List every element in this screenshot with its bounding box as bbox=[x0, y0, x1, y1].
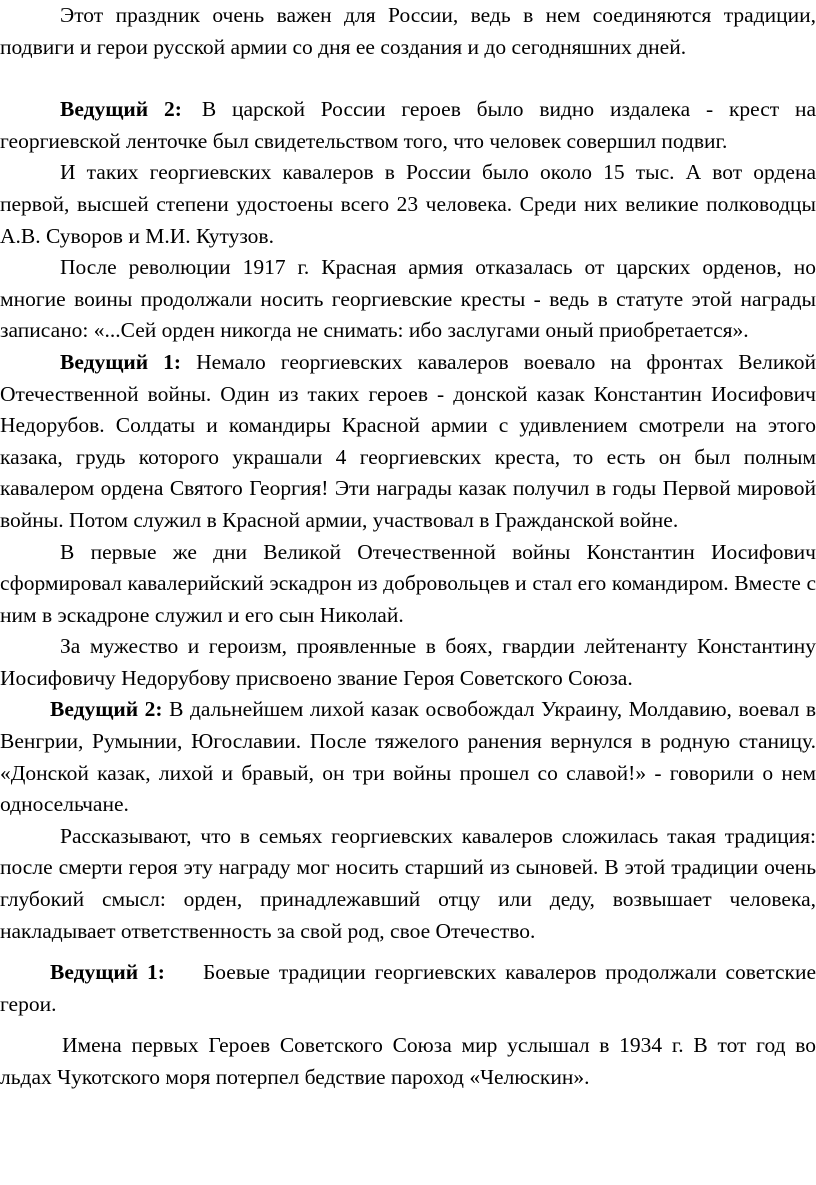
paragraph-host1-nedorubov bbox=[0, 347, 816, 537]
speaker-label: Ведущий 1: bbox=[50, 960, 165, 985]
paragraph-host2-tsarist bbox=[0, 94, 816, 157]
speaker-label: Ведущий 1: bbox=[60, 349, 182, 374]
paragraph-host1-traditions bbox=[0, 957, 816, 1020]
paragraph-chelyuskin: Имена первых Героев Советского Союза мир услышал в 1934 г. В тот год во льдах Чукотского моря потерпел бедствие пароход «Челюскин». bbox=[0, 1033, 816, 1089]
paragraph-cavaliers-count: И таких георгиевских кавалеров в России было около 15 тыс. А вот ордена первой, высшей степени удостоены всего 23 человека. Среди них великие полководцы А.В. Суворов и М.И. Кутузов. bbox=[0, 160, 816, 248]
paragraph-text: В дальнейшем лихой казак освобождал Украину, Молдавию, воевал в Венгрии, Румынии, Югославии. После тяжелого ранения вернулся в родную станицу. «Донской казак, лихой и бравый, он три войны прошел со славой!» - говорили о нем односельчане. bbox=[0, 697, 816, 817]
paragraph-text: В царской России героев было видно издалека - крест на георгиевской ленточке был свидетельством того, что человек совершил подвиг. bbox=[0, 97, 816, 153]
blank-line bbox=[0, 63, 816, 94]
paragraph-squadron: В первые же дни Великой Отечественной войны Константин Иосифович сформировал кавалерийский эскадрон из добровольцев и стал его командиром. Вместе с ним в эскадроне служил и его сын Николай. bbox=[0, 539, 816, 627]
spacer bbox=[0, 1020, 816, 1030]
paragraph-text: Немало георгиевских кавалеров воевало на фронтах Великой Отечественной войны. Один из таких героев - донской казак Константин Иосифович Недорубов. Солдаты и командиры Красной армии с удивлением смотрели на этого казака, грудь которого украшали 4 георгиевских креста, то есть он был полным кавалером ордена Святого Георгия! Эти награды казак получил в годы Первой мировой войны. Потом служил в Красной армии, участвовал в Гражданской войне. bbox=[0, 349, 816, 532]
paragraph-hero-title: За мужество и героизм, проявленные в боях, гвардии лейтенанту Константину Иосифовичу Недорубову присвоено звание Героя Советского Союза. bbox=[0, 634, 816, 690]
paragraph-host2-liberation bbox=[0, 694, 816, 820]
speaker-label: Ведущий 2: bbox=[60, 97, 182, 122]
paragraph-text: Боевые традиции георгиевских кавалеров продолжали советские герои. bbox=[0, 960, 816, 1016]
paragraph-revolution: После революции 1917 г. Красная армия отказалась от царских орденов, но многие воины продолжали носить георгиевские кресты - ведь в статуте этой награды записано: «...Сей орден никогда не снимать: ибо заслугами оный приобретается». bbox=[0, 255, 816, 343]
paragraph-intro: Этот праздник очень важен для России, ведь в нем соединяются традиции, подвиги и герои русской армии со дня ее создания и до сегодняшних дней. bbox=[0, 3, 816, 59]
speaker-label: Ведущий 2: bbox=[50, 697, 163, 722]
paragraph-tradition: Рассказывают, что в семьях георгиевских кавалеров сложилась такая традиция: после смерти героя эту награду мог носить старший из сыновей. В этой традиции очень глубокий смысл: орден, принадлежавший отцу или деду, возвышает человека, накладывает ответственность за свой род, свое Отечество. bbox=[0, 823, 816, 943]
spacer bbox=[0, 947, 816, 957]
